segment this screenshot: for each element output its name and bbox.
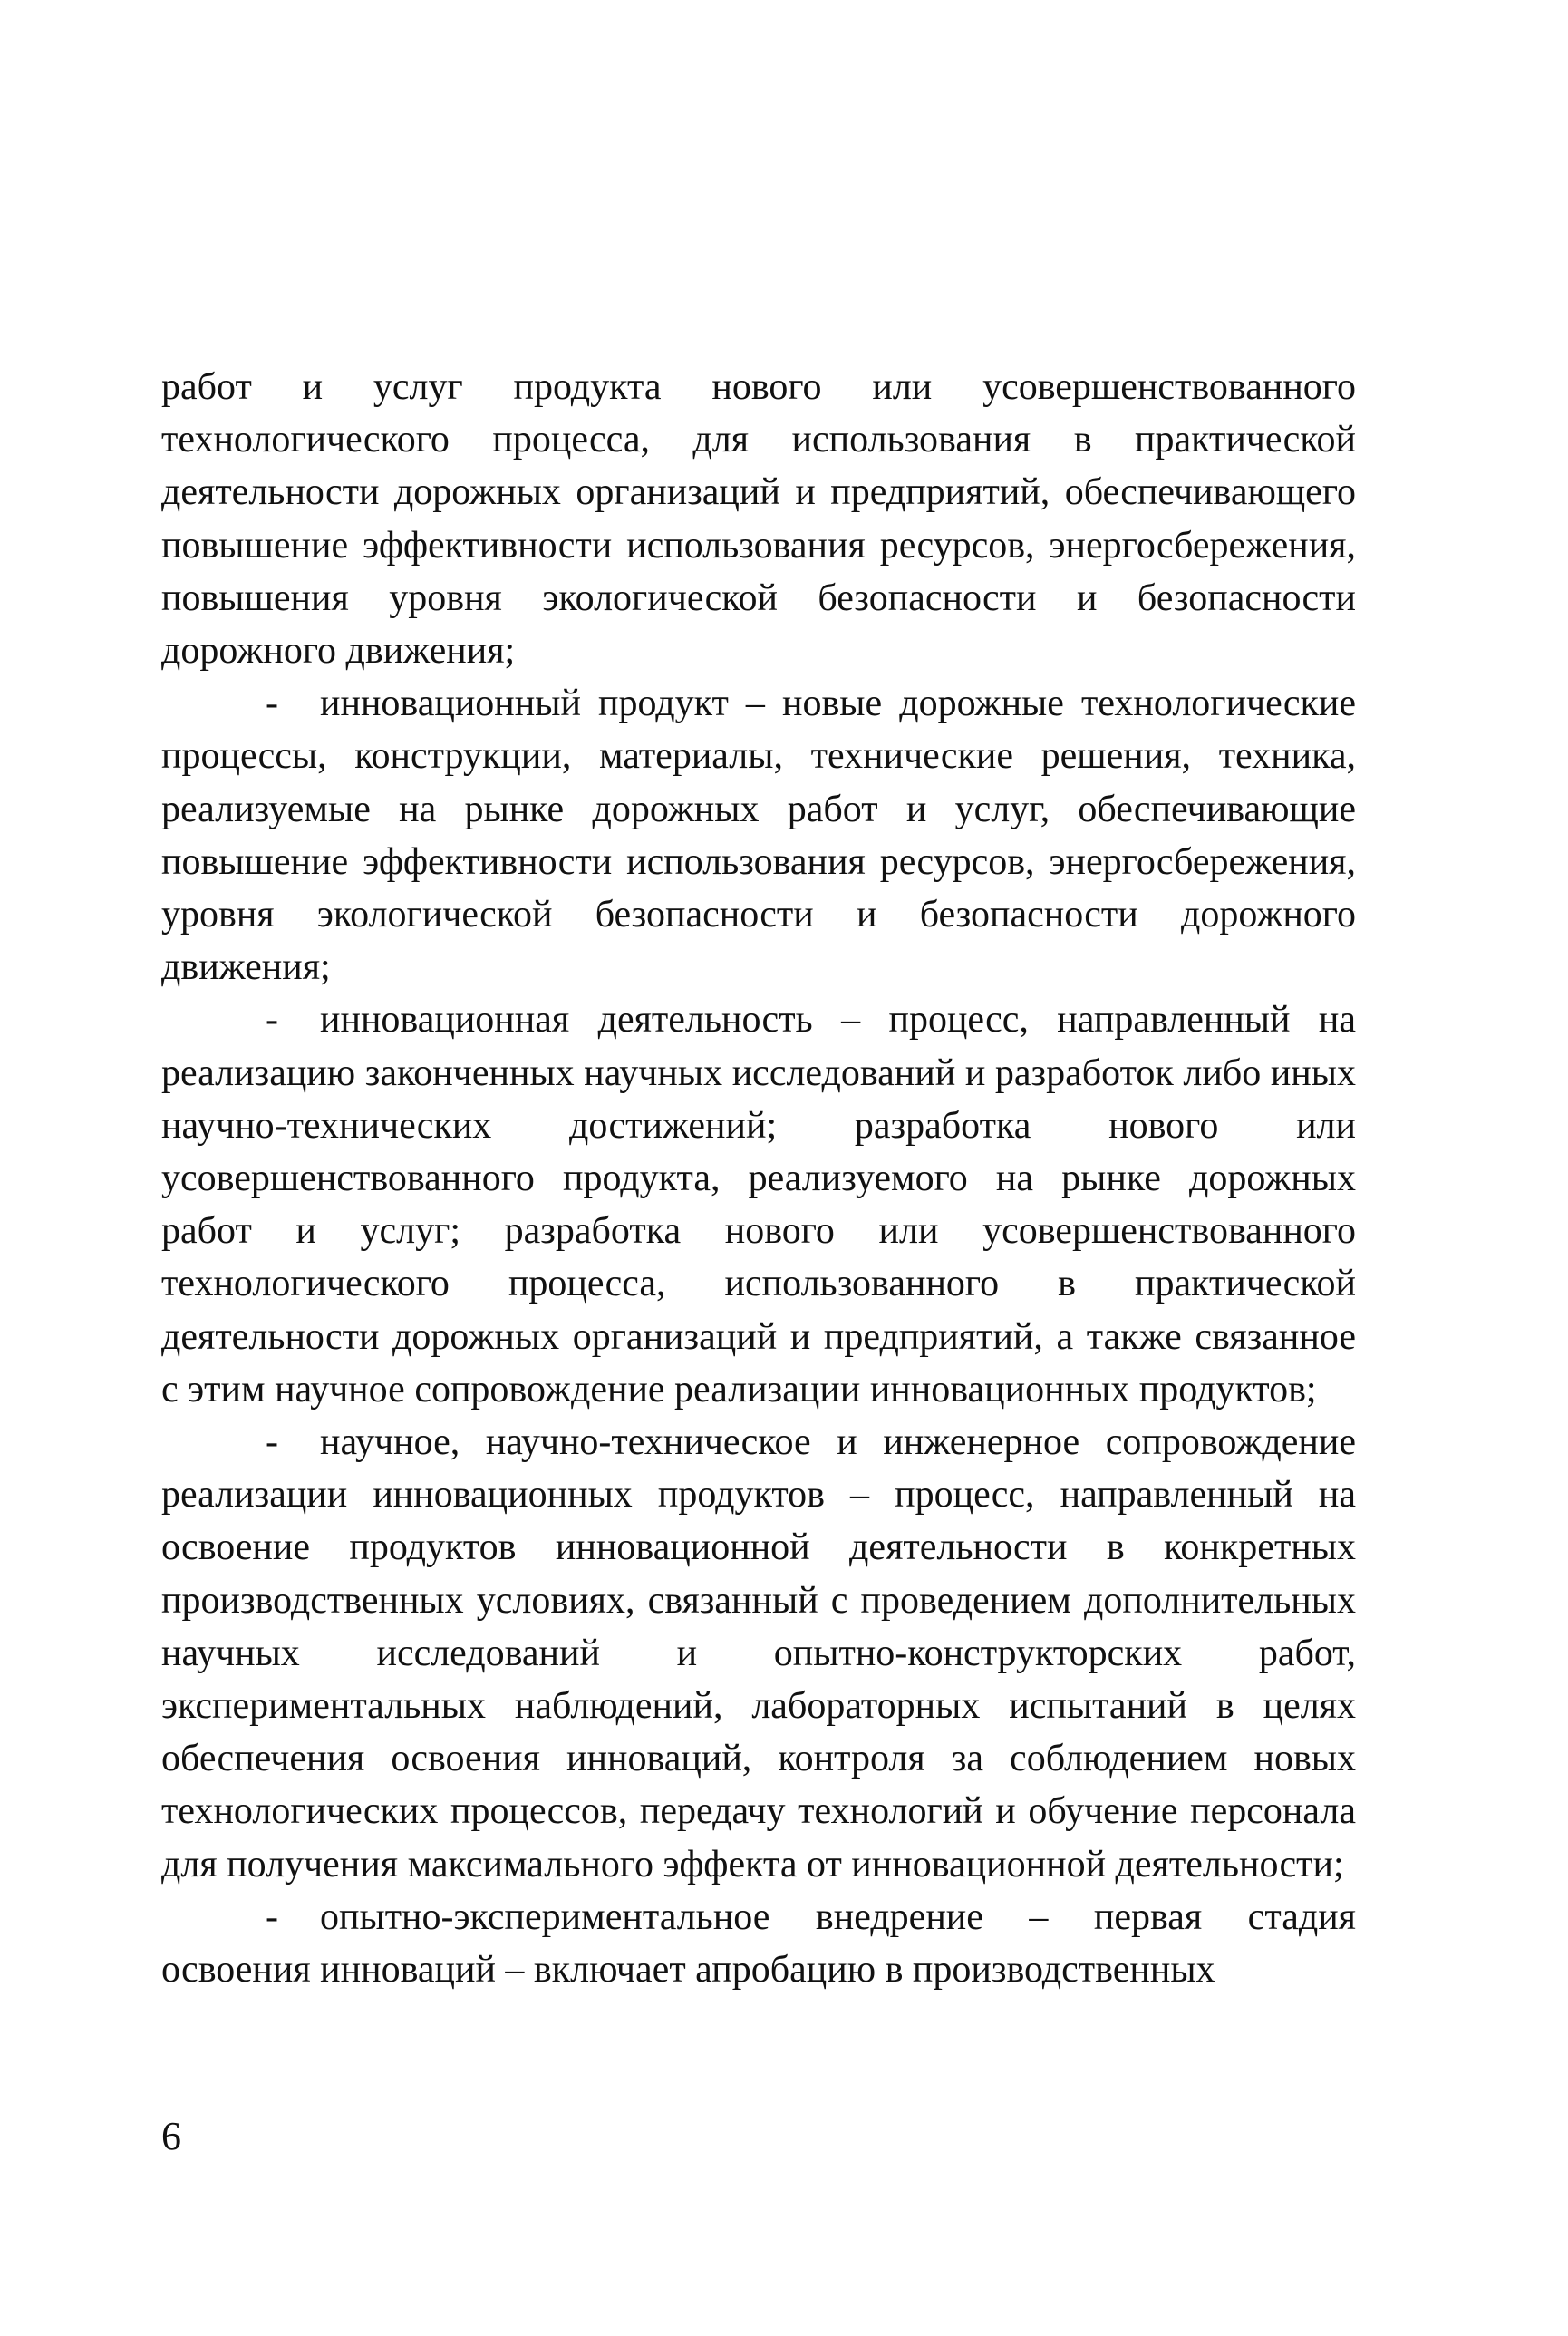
list-item — [161, 994, 1356, 1416]
dash-marker: - — [266, 1421, 278, 1464]
list-item — [161, 1416, 1356, 1891]
list-item-text: инновационная деятельность – процесс, направленный на реализацию законченных научных исследований и разработок либо иных научно-технических достижений; разработка нового или усовершенствованного продукта, реализуемого на рынке дорожных работ и услуг; разработка нового или усовершенствованного технологического процесса, использованного в практической деятельности дорожных организаций и предприятий, а также связанное с этим научное сопровождение реализации инновационных продуктов; — [161, 999, 1356, 1410]
list-item-text: научное, научно-техническое и инженерное сопровождение реализации инновационных продуктов – процесс, направленный на освоение продуктов инновационной деятельности в конкретных производственных условиях, связанный с проведением дополнительных научных исследований и опытно-конструкторских работ, экспериментальных наблюдений, лабораторных испытаний в целях обеспечения освоения инноваций, контроля за соблюдением новых технологических процессов, передачу технологий и обучение персонала для получения максимального эффекта от инновационной деятельности; — [161, 1421, 1356, 1885]
list-item-text: инновационный продукт – новые дорожные технологические процессы, конструкции, материалы, технические решения, техника, реализуемые на рынке дорожных работ и услуг, обеспечивающие повышение эффективности использования ресурсов, энергосбережения, уровня экологической безопасности и безопасности дорожного движения; — [161, 683, 1356, 989]
page-number: 6 — [161, 2114, 181, 2158]
dash-marker: - — [266, 1895, 278, 1938]
paragraph-continuation — [161, 361, 1356, 677]
paragraph-text: работ и услуг продукта нового или усовершенствованного технологического процесса, для использования в практической деятельности дорожных организаций и предприятий, обеспечивающего повышение эффективности использования ресурсов, энергосбережения, повышения уровня экологической безопасности и безопасности дорожного движения; — [161, 366, 1356, 673]
list-item-text: опытно-экспериментальное внедрение – первая стадия освоения инноваций – включает апробацию в производственных — [161, 1895, 1356, 1992]
list-item — [161, 677, 1356, 994]
body-text — [161, 361, 1356, 1996]
list-item — [161, 1891, 1356, 1996]
dash-marker: - — [266, 683, 278, 725]
dash-marker: - — [266, 999, 278, 1042]
